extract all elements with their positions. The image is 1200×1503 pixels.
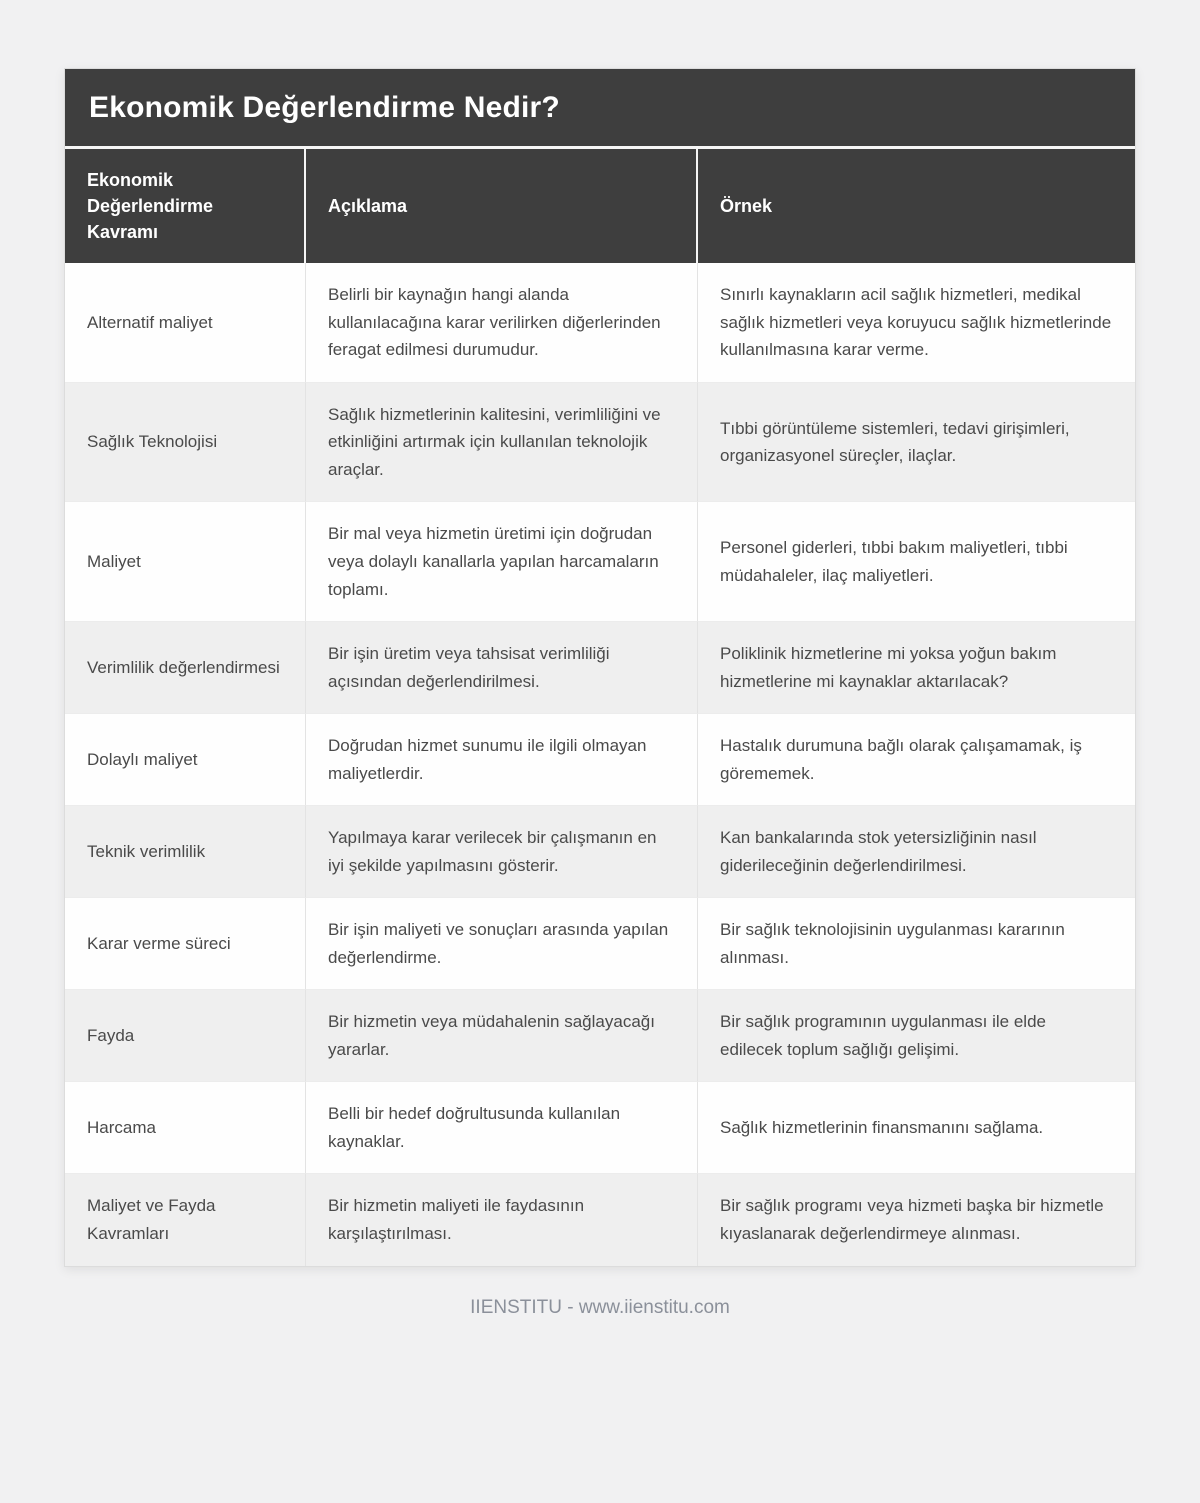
description-cell: Bir hizmetin veya müdahalenin sağlayacağı yararlar.: [306, 989, 698, 1081]
concept-cell: Teknik verimlilik: [65, 805, 306, 897]
table-row: [65, 989, 1135, 1081]
concepts-table: [65, 149, 1135, 1266]
table-row: [65, 1173, 1135, 1265]
description-cell: Bir mal veya hizmetin üretimi için doğrudan veya dolaylı kanallarla yapılan harcamaların toplamı.: [306, 501, 698, 621]
example-cell: Poliklinik hizmetlerine mi yoksa yoğun bakım hizmetlerine mi kaynaklar aktarılacak?: [698, 621, 1135, 713]
description-cell: Bir işin maliyeti ve sonuçları arasında yapılan değerlendirme.: [306, 897, 698, 989]
table-row: [65, 897, 1135, 989]
column-header-example: Örnek: [698, 149, 1135, 263]
description-cell: Sağlık hizmetlerinin kalitesini, verimliliğini ve etkinliğini artırmak için kullanılan teknolojik araçlar.: [306, 382, 698, 502]
economic-evaluation-card: [64, 68, 1136, 1267]
concept-cell: Alternatif maliyet: [65, 263, 306, 382]
example-cell: Kan bankalarında stok yetersizliğinin nasıl giderileceğinin değerlendirilmesi.: [698, 805, 1135, 897]
example-cell: Bir sağlık teknolojisinin uygulanması kararının alınması.: [698, 897, 1135, 989]
concept-cell: Dolaylı maliyet: [65, 713, 306, 805]
table-row: [65, 382, 1135, 502]
table-row: [65, 805, 1135, 897]
description-cell: Belli bir hedef doğrultusunda kullanılan kaynaklar.: [306, 1081, 698, 1173]
example-cell: Tıbbi görüntüleme sistemleri, tedavi girişimleri, organizasyonel süreçler, ilaçlar.: [698, 382, 1135, 502]
description-cell: Bir işin üretim veya tahsisat verimliliği açısından değerlendirilmesi.: [306, 621, 698, 713]
footer-credit: IIENSTITU - www.iienstitu.com: [470, 1296, 730, 1318]
description-cell: Bir hizmetin maliyeti ile faydasının karşılaştırılması.: [306, 1173, 698, 1265]
table-row: [65, 621, 1135, 713]
example-cell: Bir sağlık programı veya hizmeti başka bir hizmetle kıyaslanarak değerlendirmeye alınması.: [698, 1173, 1135, 1265]
concept-cell: Karar verme süreci: [65, 897, 306, 989]
concept-cell: Maliyet: [65, 501, 306, 621]
concept-cell: Sağlık Teknolojisi: [65, 382, 306, 502]
concept-cell: Maliyet ve Fayda Kavramları: [65, 1173, 306, 1265]
example-cell: Bir sağlık programının uygulanması ile elde edilecek toplum sağlığı gelişimi.: [698, 989, 1135, 1081]
page-title: Ekonomik Değerlendirme Nedir?: [65, 69, 1135, 149]
table-row: [65, 263, 1135, 382]
concept-cell: Verimlilik değerlendirmesi: [65, 621, 306, 713]
column-header-concept: Ekonomik Değerlendirme Kavramı: [65, 149, 306, 263]
header-row: [65, 149, 1135, 263]
table-row: [65, 713, 1135, 805]
description-cell: Doğrudan hizmet sunumu ile ilgili olmayan maliyetlerdir.: [306, 713, 698, 805]
concept-cell: Harcama: [65, 1081, 306, 1173]
description-cell: Belirli bir kaynağın hangi alanda kullanılacağına karar verilirken diğerlerinden feragat edilmesi durumudur.: [306, 263, 698, 382]
table-row: [65, 501, 1135, 621]
example-cell: Hastalık durumuna bağlı olarak çalışamamak, iş görememek.: [698, 713, 1135, 805]
example-cell: Sınırlı kaynakların acil sağlık hizmetleri, medikal sağlık hizmetleri veya koruyucu sağlık hizmetlerinde kullanılmasına karar verme.: [698, 263, 1135, 382]
example-cell: Sağlık hizmetlerinin finansmanını sağlama.: [698, 1081, 1135, 1173]
example-cell: Personel giderleri, tıbbi bakım maliyetleri, tıbbi müdahaleler, ilaç maliyetleri.: [698, 501, 1135, 621]
description-cell: Yapılmaya karar verilecek bir çalışmanın en iyi şekilde yapılmasını gösterir.: [306, 805, 698, 897]
table-row: [65, 1081, 1135, 1173]
column-header-description: Açıklama: [306, 149, 698, 263]
table-body: [65, 263, 1135, 1265]
table-header: [65, 149, 1135, 263]
concept-cell: Fayda: [65, 989, 306, 1081]
